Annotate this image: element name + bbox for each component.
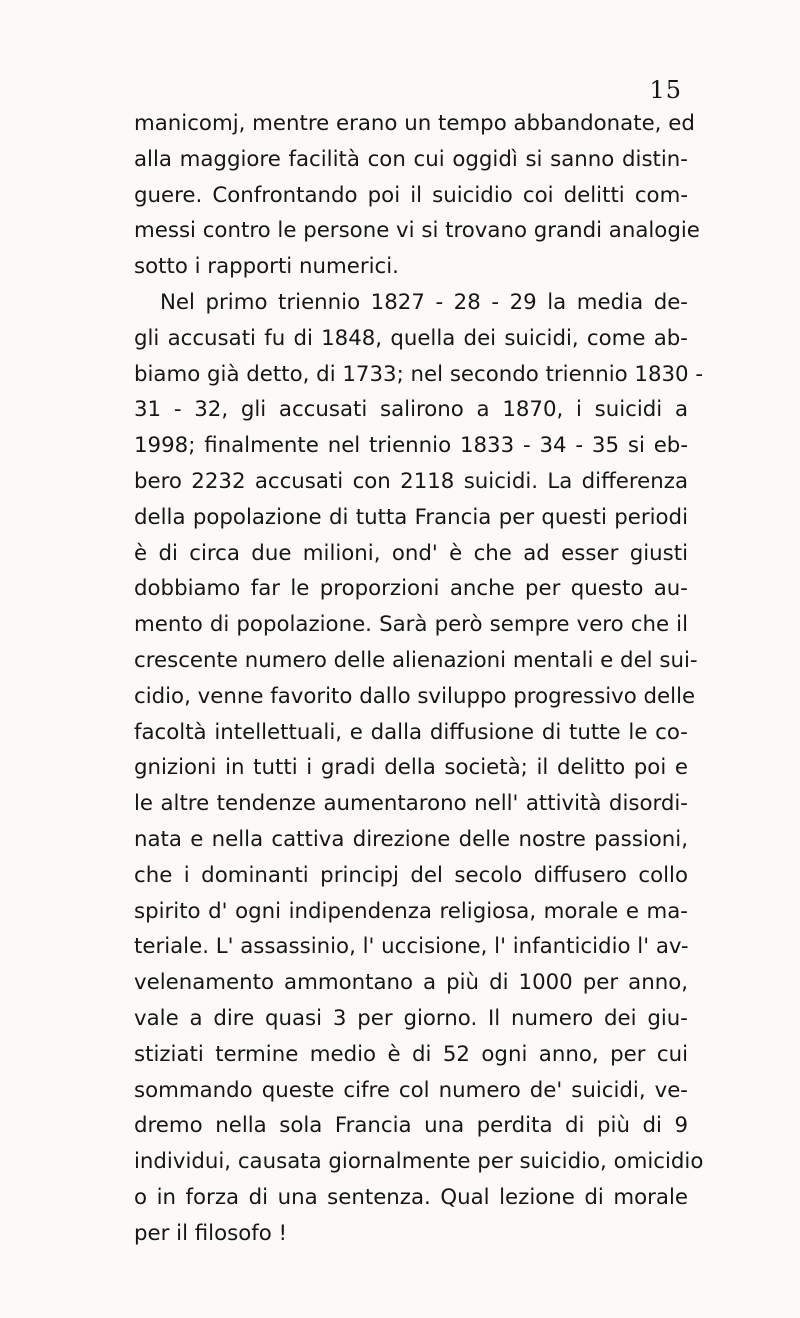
text-line: individui, causata giornalmente per suicidio, omicidio [134,1149,704,1175]
text-line: 31 - 32, gli accusati salirono a 1870, i suicidi a [134,397,688,423]
text-line: sotto i rapporti numerici. [134,254,399,280]
text-line: stiziati termine medio è di 52 ogni anno, per cui [134,1041,688,1067]
body-text [134,106,704,1252]
text-line: o in forza di una sentenza. Qual lezione di morale [134,1184,688,1210]
text-line: spirito d' ogni indipendenza religiosa, morale e ma- [134,898,688,924]
text-line: messi contro le persone vi si trovano grandi analogie [134,218,700,244]
text-line: vale a dire quasi 3 per giorno. Il numero dei giu- [134,1005,688,1031]
text-line: crescente numero delle alienazioni mentali e del sui- [134,647,698,673]
text-line: manicomj, mentre erano un tempo abbandonate, ed [134,111,695,136]
page-number: 15 [649,76,682,104]
text-line: è di circa due milioni, ond' è che ad esser giusti [134,540,688,566]
text-line: della popolazione di tutta Francia per questi periodi [134,504,688,530]
text-line: guere. Confrontando poi il suicidio coi delitti com- [134,182,688,208]
text-line: gnizioni in tutti i gradi della società; il delitto poi e [134,755,688,781]
text-line: sommando queste cifre col numero de' suicidi, ve- [134,1077,688,1103]
text-line: gli accusati fu di 1848, quella dei suicidi, come ab- [134,325,688,351]
text-line: velenamento ammontano a più di 1000 per anno, [134,970,688,996]
text-line: per il filosofo ! [134,1220,288,1246]
text-line: Nel primo triennio 1827 - 28 - 29 la media de- [160,289,688,315]
text-line: biamo già detto, di 1733; nel secondo triennio 1830 - [134,361,704,387]
text-line: che i dominanti principj del secolo diffusero collo [134,862,688,888]
text-line: le altre tendenze aumentarono nell' attività disordi- [134,791,688,817]
text-line: dremo nella sola Francia una perdita di più di 9 [134,1113,688,1139]
text-line: facoltà intellettuali, e dalla diffusione di tutte le co- [134,719,688,745]
text-line: bero 2232 accusati con 2118 suicidi. La differenza [134,468,688,494]
text-line: cidio, venne favorito dallo sviluppo progressivo delle [134,683,696,709]
text-line: alla maggiore facilità con cui oggidì si sanno distin- [134,146,688,172]
text-line: 1998; finalmente nel triennio 1833 - 34 - 35 si eb- [134,433,688,459]
text-line: dobbiamo far le proporzioni anche per questo au- [134,576,688,602]
text-line: nata e nella cattiva direzione delle nostre passioni, [134,826,688,852]
text-line: mento di popolazione. Sarà però sempre vero che il [134,612,688,638]
text-line: teriale. L' assassinio, l' uccisione, l' infanticidio l' av- [134,934,689,960]
